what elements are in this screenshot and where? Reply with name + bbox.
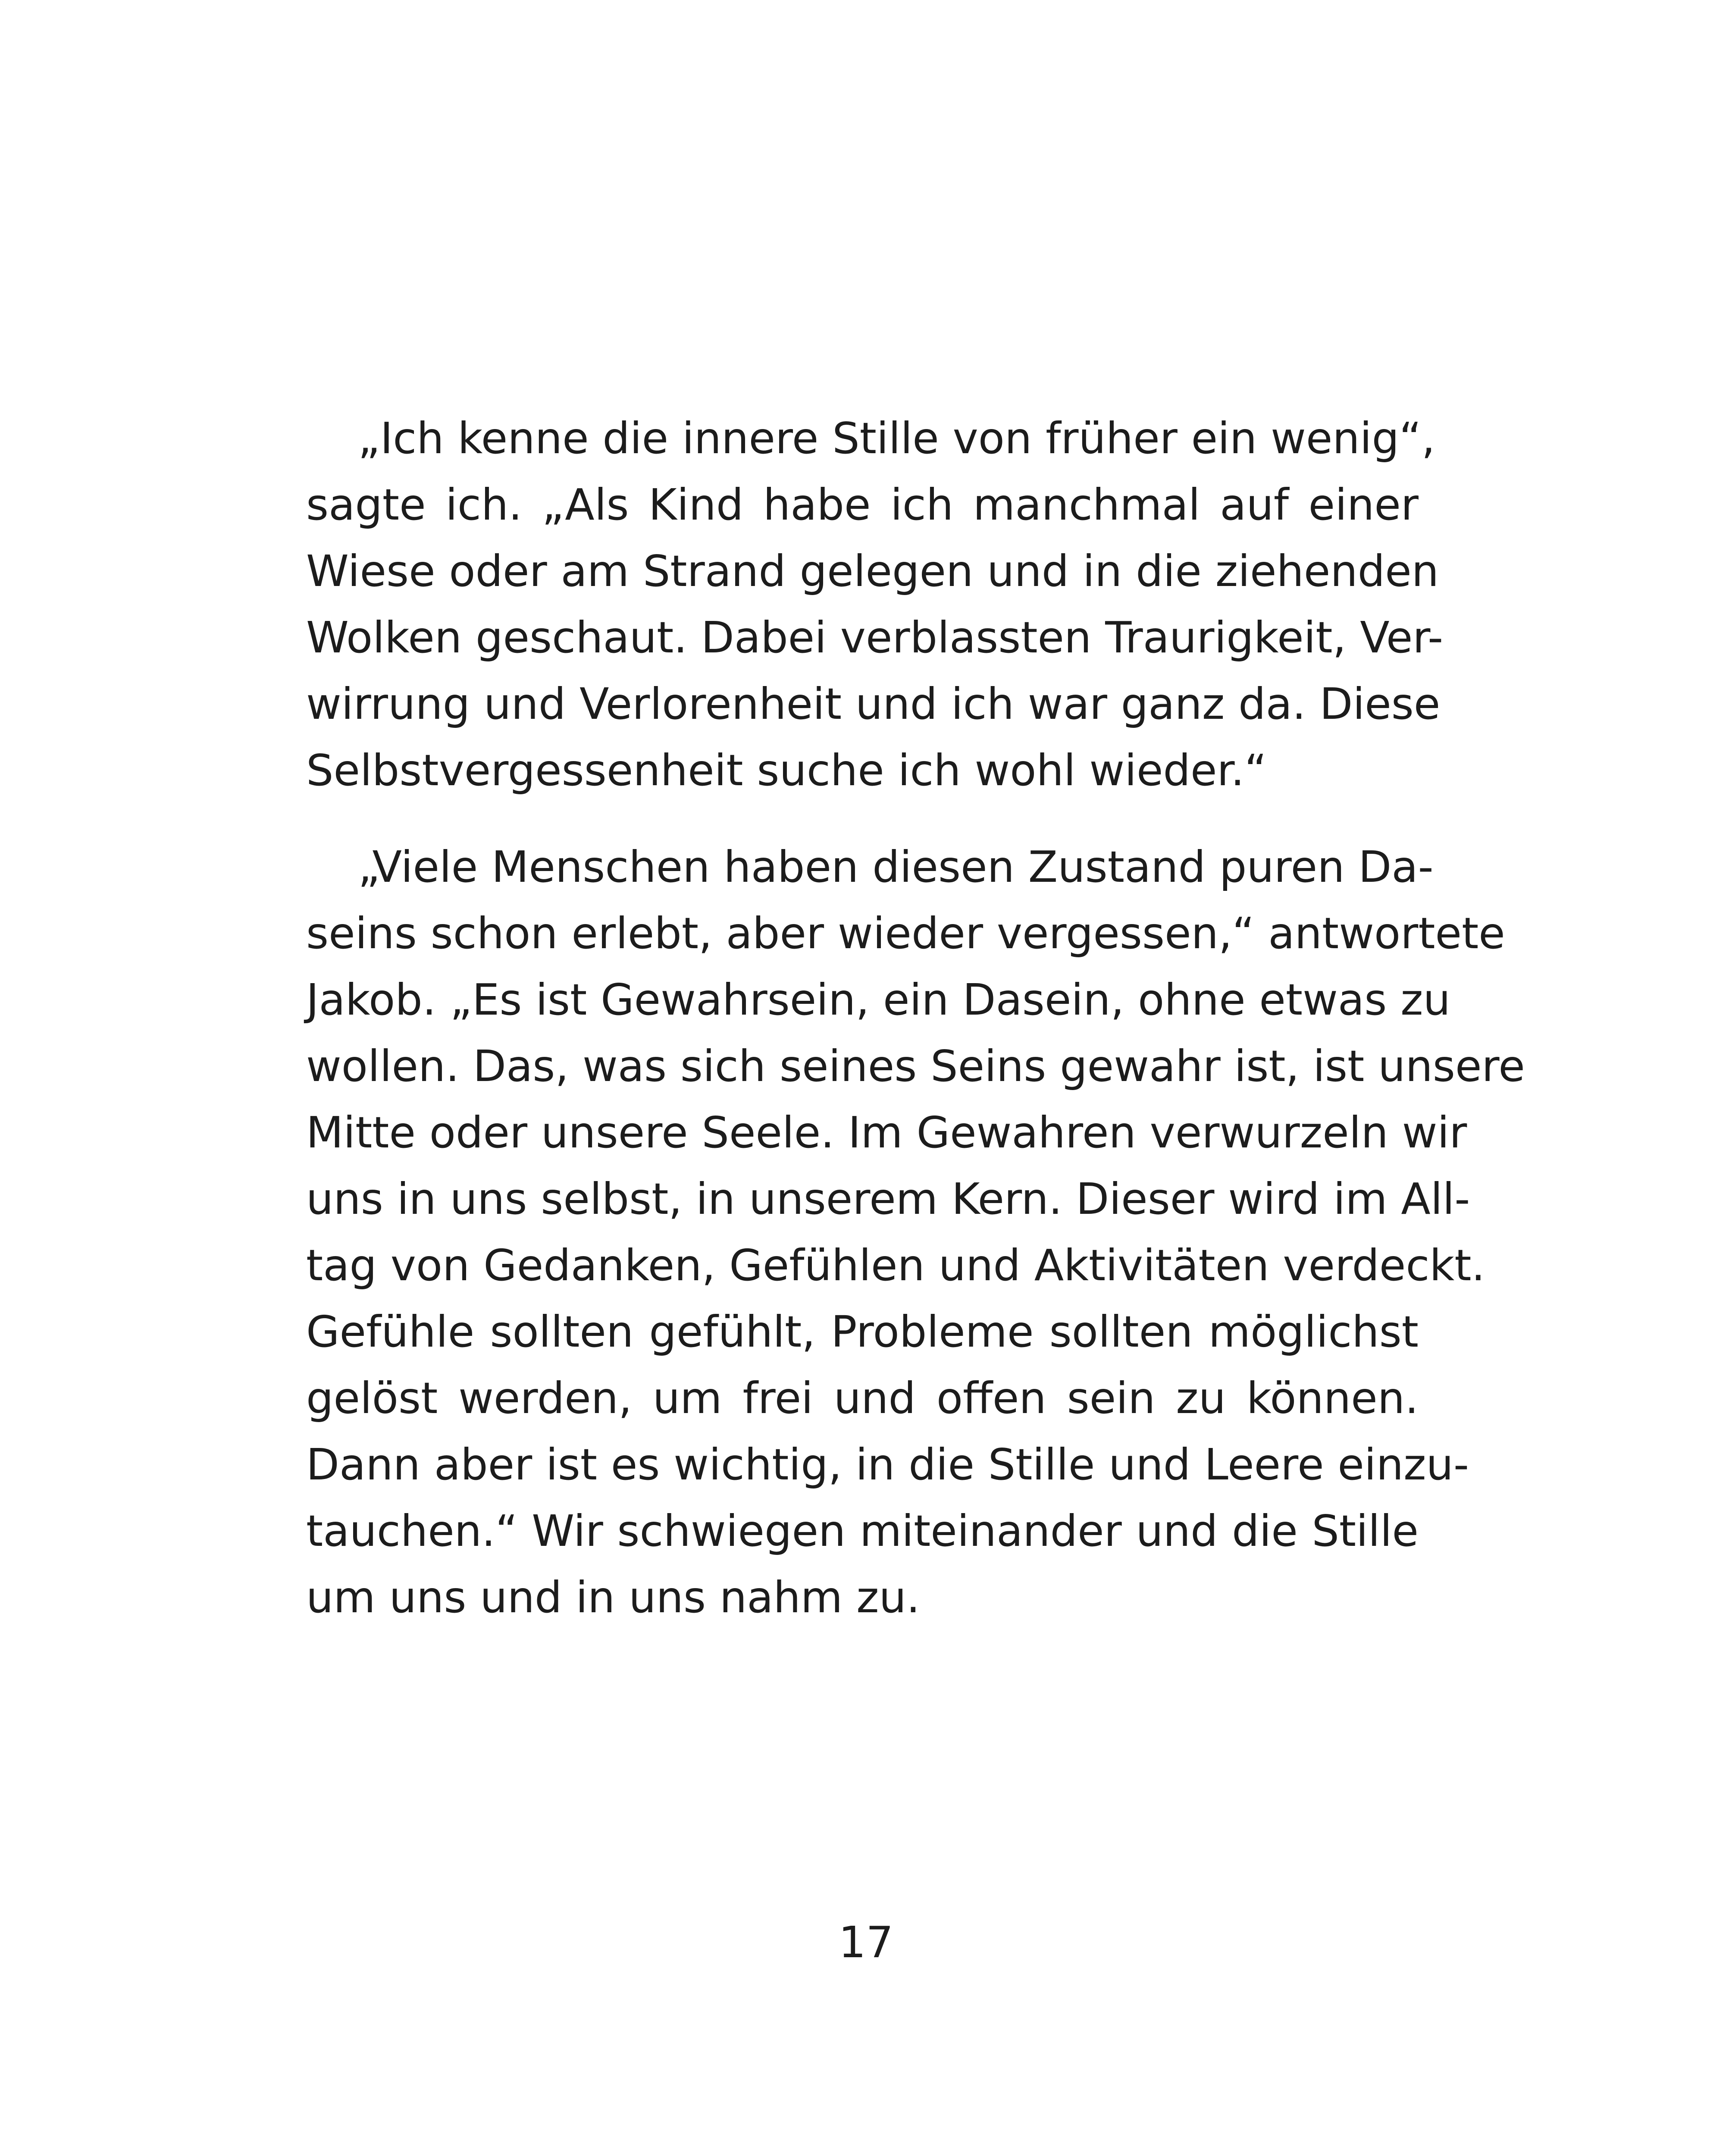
text-line: „Ich kenne die innere Stille von früher ein wenig“, [358,413,1435,464]
text-line: Wiese oder am Strand gelegen und in die ziehenden [306,546,1439,596]
text-line: sagte ich. „Als Kind habe ich manchmal auf einer [306,479,1419,530]
paragraph-2 [306,834,1525,1631]
text-line: Dann aber ist es wichtig, in die Stille und Leere einzu- [306,1439,1469,1490]
text-line: um uns und in uns nahm zu. [306,1572,920,1623]
text-line: gelöst werden, um frei und offen sein zu können. [306,1373,1419,1423]
text-line: tag von Gedanken, Gefühlen und Aktivitäten verdeckt. [306,1240,1485,1291]
page-number: 17 [838,1917,894,1968]
text-line: wirrung und Verlorenheit und ich war ganz da. Diese [306,679,1441,729]
text-line: Gefühle sollten gefühlt, Probleme sollten möglichst [306,1307,1419,1357]
text-line: Selbstvergessenheit suche ich wohl wieder.“ [306,745,1267,796]
text-line: Wolken geschaut. Dabei verblassten Traurigkeit, Ver- [306,612,1444,663]
text-line: Mitte oder unsere Seele. Im Gewahren verwurzeln wir [306,1107,1467,1158]
text-line: tauchen.“ Wir schwiegen miteinander und die Stille [306,1506,1419,1556]
text-line: „Viele Menschen haben diesen Zustand puren Da- [358,842,1434,892]
text-line: wollen. Das, was sich seines Seins gewahr ist, ist unsere [306,1041,1525,1091]
paragraph-1 [306,405,1444,804]
text-line: uns in uns selbst, in unserem Kern. Dieser wird im All- [306,1174,1470,1224]
text-line: Jakob. „Es ist Gewahrsein, ein Dasein, ohne etwas zu [306,975,1450,1025]
body-text [306,405,1525,1631]
text-line: seins schon erlebt, aber wieder vergessen,“ antwortete [306,908,1505,959]
